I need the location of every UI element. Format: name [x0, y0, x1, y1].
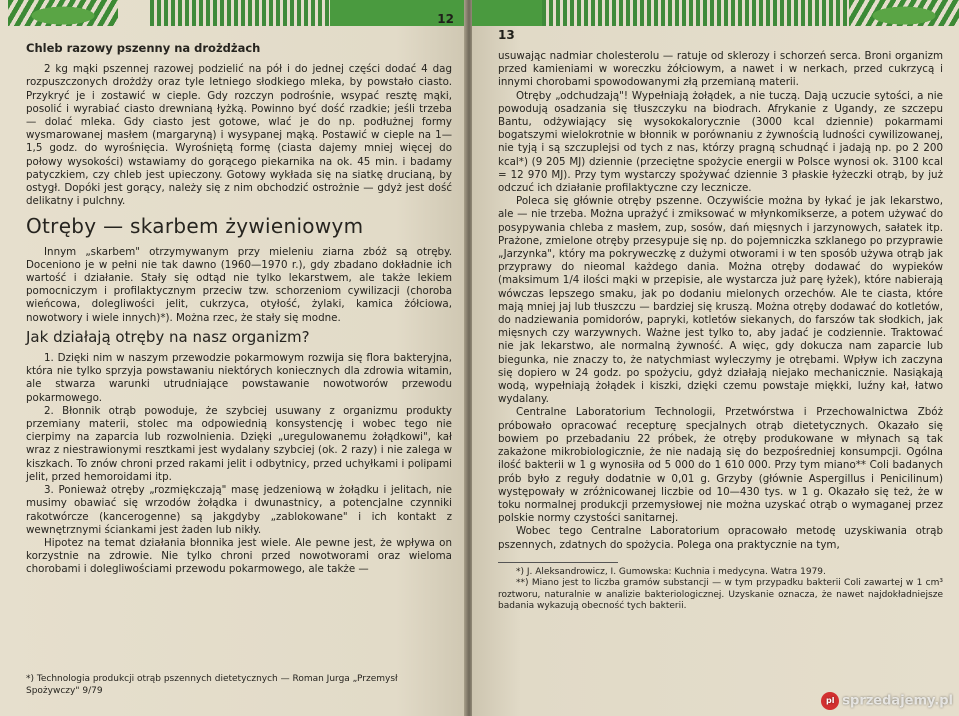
wheat-ornament-icon: [8, 0, 118, 26]
left-footnote: *) Technologia produkcji otrąb pszennych dietetycznych — Roman Jurga „Przemysł Spożywczy" 9/79: [26, 674, 398, 696]
left-footnote-block: [26, 674, 452, 697]
right-page: [472, 0, 959, 716]
watermark-text: sprzedajemy.pl: [842, 693, 953, 709]
intro-paragraph: Innym „skarbem" otrzymywanym przy mieleniu ziarna zbóż są otręby. Doceniono je w pełni nie tak dawno (1960—1970 r.), gdy zbadano dokładnie ich wartość i działanie. Stały się odtąd nie tylko lekarstwem, ale także lekiem pomocniczym i profilaktycznym przeciw tzw. schorzeniom cywilizacji (choroba wieńcowa, dolegliwości jelit, cukrzyca, otyłość, żylaki, kamica żółciowa, nowotwory i wiele innych)*). Można rzec, że stały się modne.: [26, 245, 452, 324]
page-number-left: 12: [437, 12, 454, 26]
left-page: [0, 0, 466, 716]
point-3: 3. Ponieważ otręby „rozmiękczają" masę jedzeniową w żołądku i jelitach, nie musimy obawiać się wrzodów żołądka i dwunastnicy, a potencjalne czynniki rakotwórcze (kancerogenne) są jakgdyby „zablokowane" i ich kontakt z wewnętrznymi ściankami jest żaden lub nikły.: [26, 484, 452, 536]
watermark: [821, 692, 953, 710]
right-footnote-2: **) Miano jest to liczba gramów substancji — w tym przypadku bakterii Coli zawartej w 1 cm³ roztworu, naturalnie w analizie bakteriologicznej. Uzyskanie oznacza, że nawet najdokładniejsze badania wykazują obecność tych bakterii.: [498, 578, 943, 612]
recipe-title: Chleb razowy pszenny na drożdżach: [26, 41, 261, 55]
page-number-right: 13: [498, 28, 515, 42]
hypothesis-paragraph: Hipotez na temat działania błonnika jest wiele. Ale pewne jest, że wpływa on korzystnie na zdrowie. Nie tylko chroni przed nowotworami oraz wieloma chorobami i dolegliwościami przewodu pokarmowego, ale także —: [26, 536, 452, 576]
recipe-text: 2 kg mąki pszennej razowej podzielić na pół i do jednej części dodać 4 dag rozpuszczonych drożdży oraz tyle letniego słodkiego mleka, by powstało ciasto. Przykryć je i zostawić w cieple. Gdy rozczyn podrośnie, wsypać resztę mąki, posolić i wyrabiać ciasto drewnianą łyżką. Powinno być dość rzadkie; jeśli trzeba — dolać mleka. Gdy ciasto jest gotowe, wlać je do np. podłużnej formy wysmarowanej masłem (margaryną) i wysypanej mąką. Postawić w cieple na 1—1,5 godz. do wyrośnięcia. Wyrośniętą formę (ciasta dajemy mniej więcej do połowy wysokości) wstawiamy do gorącego piekarnika na ok. 45 min. i badamy patyczkiem, czy chleb jest upieczony. Gotowy wykłada się na siatkę drucianą, by ostygł. Dopóki jest gorący, należy się z nim obchodzić ostrożnie — gdyż jest dość delikatny i pulchny.: [26, 63, 452, 208]
point-1: 1. Dzięki nim w naszym przewodzie pokarmowym rozwija się flora bakteryjna, która nie tylko sprzyja powstawaniu niektórych koniecznych dla zdrowia witamin, ale stwarza warunki utrudniające powstawanie nowotworów przewodu pokarmowego.: [26, 352, 452, 404]
right-footnote-1: *) J. Aleksandrowicz, I. Gumowska: Kuchnia i medycyna. Watra 1979.: [516, 566, 826, 577]
recommend-paragraph: Poleca się głównie otręby pszenne. Oczywiście można by łykać je jak lekarstwo, ale — nie trzeba. Można uprażyć i zmiksować w młynkomikserze, a potem używać do posypywania chleba z masłem, zup, sosów, dań mięsnych i jarzynowych, sałatek itp. Prażone, zmielone otręby przesypuje się np. do pojemniczka szklanego po przyprawie „Jarzynka", który ma pokryweczkę z dużymi otworami i w ten sposób używa otrąb jak przyprawy do nieomal każdego dania. Można otręby dodawać do wypieków (maksimum 1/4 ilości mąki w przepisie, ale wystarcza już parę łyżek), które nabierają wówczas lepszego smaku, jak po dodaniu mielonych orzechów. Ale te ciasta, które mają mniej jaj lub tłuszczu — bardziej się kruszą. Można otręby dodawać do kotletów, do nadziewania pomidorów, papryki, kotletów siekanych, do farszów tak słodkich, jak mięsnych czy warzywnych. Ważne jest tylko to, aby jadać je codziennie. Traktować nie jak lekarstwo, ale normalną żywność. A więc, gdy dokucza nam zaparcie lub biegunka, nie znaczy to, że natychmiast wyleczymy je otrębami. Wpływ ich zaczyna się dopiero w 24 godz. po spożyciu, gdyż działają niejako mechanicznie. Nasiąkają wodą, wypełniają żołądek i kiszki, dzięki czemu powstaje miękki, luźny kał, łatwo wydalany.: [498, 195, 943, 406]
continuation-paragraph: usuwając nadmiar cholesterolu — ratuje od sklerozy i schorzeń serca. Broni organizm przed kamieniami w woreczku żółciowym, a nawet i w nerkach, przed cukrzycą i innymi chorobami spowodowanymi złą przemianą materii.: [498, 50, 943, 89]
laboratory-paragraph: Centralne Laboratorium Technologii, Przetwórstwa i Przechowalnictwa Zbóż próbowało opracować recepturę specjalnych otrąb dietetycznych. Okazało się bowiem po przebadaniu 22 próbek, że otręby produkowane w młynach są tak zakażone mikrobiologicznie, że nie nadają się do bezpośredniej konsumpcji. Ogólna ilość bakterii w 1 g wynosiła od 5 000 do 1 610 000. Przy tym miano** Coli badanych prób było z reguły dodatnie w 0,01 g. Grzyby (głównie Aspergillus i Penicilinum) występowały w zróżnicowanej liczbie od 10—430 tys. w 1 g. Okazało się też, że w toku normalnej produkcji przemysłowej nie można uzyskać otrąb o wymaganej przez polskie normy czystości sanitarnej.: [498, 406, 943, 525]
method-paragraph: Wobec tego Centralne Laboratorium opracowało metodę uzyskiwania otrąb pszennych, zdatnych do spożycia. Polega ona praktycznie na tym,: [498, 525, 943, 551]
wheat-ornament-right-icon: [849, 0, 959, 26]
section-subheading: Jak działają otręby na nasz organizm?: [26, 327, 310, 346]
footnote-rule: [498, 562, 618, 563]
left-page-content: [26, 42, 452, 577]
chapter-heading: Otręby — skarbem żywieniowym: [26, 214, 364, 239]
slimming-paragraph: Otręby „odchudzają"! Wypełniają żołądek, a nie tuczą. Dają uczucie sytości, a nie powodują osadzania się tłuszczyku na biodrach. Afrykanie z Ugandy, ze szczepu Bantu, odżywiający się wysokokalorycznie (3000 kcal dziennie) pokarmami bogatszymi wielokrotnie w błonnik w porównaniu z żywnością ludności cywilizowanej, nie tyją i są szczuplejsi od tych z nas, którzy pragną schudnąć i jadają np. po 2 200 kcal*) (9 205 MJ) dziennie (przeciętne spożycie energii w Polsce wynosi ok. 3100 kcal = 12 970 MJ). Przy tym wystarczy spożywać dziennie 3 płaskie łyżeczki otrąb, by już odczuć ich działanie profilaktyczne czy lecznicze.: [498, 89, 943, 195]
right-page-content: [498, 50, 943, 613]
watermark-badge-icon: pl: [821, 692, 839, 710]
point-2: 2. Błonnik otrąb powoduje, że szybciej usuwany z organizmu produkty przemiany materii, stolec ma odpowiednią konsystencję i wobec tego nie cierpimy na zaparcia lub rozwolnienia. Dzięki „uregulowanemu żołądkowi", kał wraz z niestrawionymi resztkami jest wydalany szybciej (ok. 2 razy) i nie zalega w kiszkach. To znów chroni przed rakami jelit i odbytnicy, przed uchyłkami i polipami jelit, przed hemoroidami itp.: [26, 404, 452, 483]
